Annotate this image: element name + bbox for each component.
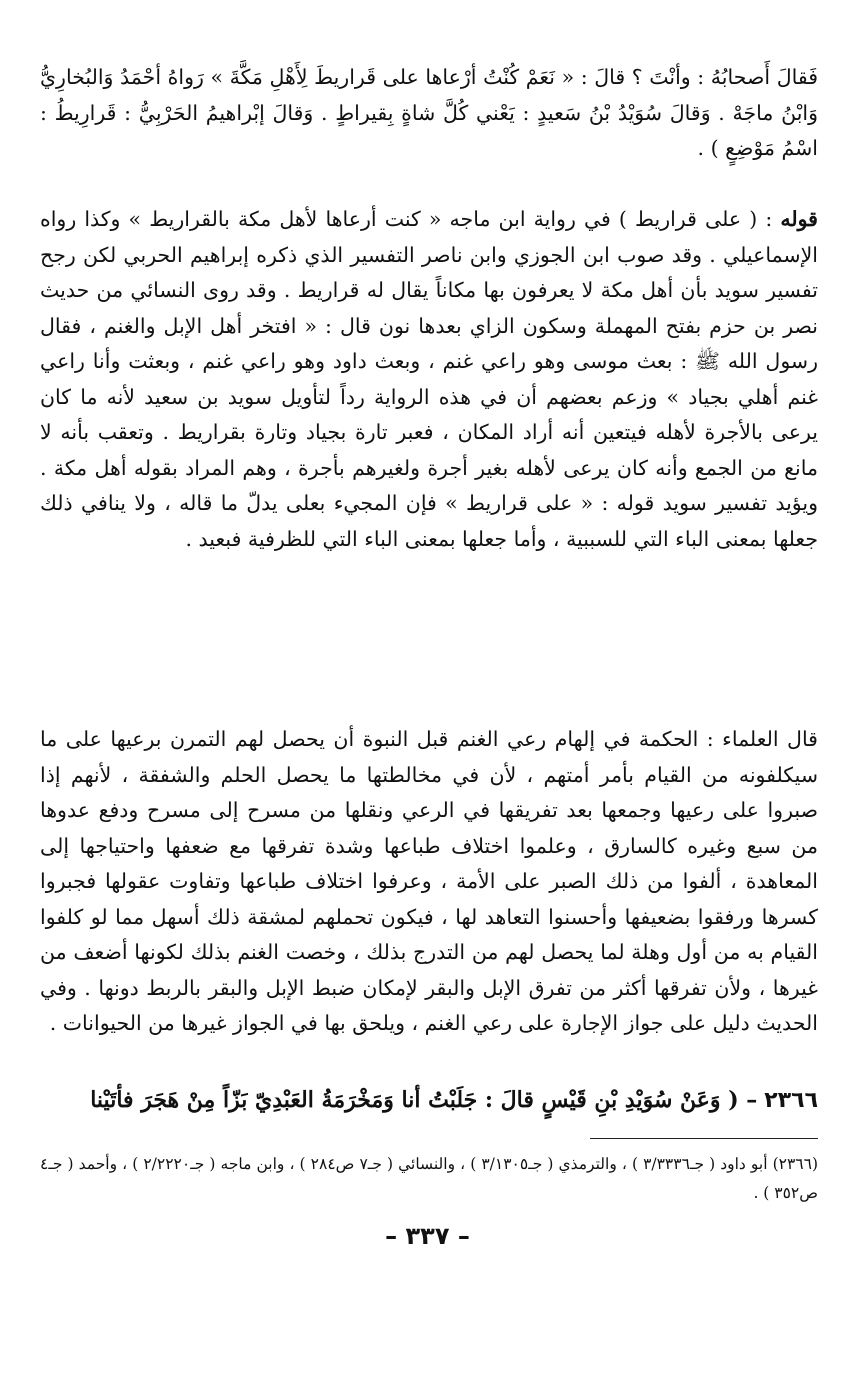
footnote xyxy=(40,1150,818,1208)
footnote-divider xyxy=(590,1138,818,1139)
scholars-text: قال العلماء : الحكمة في إلهام رعي الغنم قبل النبوة أن يحصل لهم التمرن برعيها على ما سيكلفونه من القيام بأمر أمتهم ، لأن في مخالطتها ما يحصل الحلم والشفقة ، لأنهم إذا صبروا على رعيها وجمعها بعد تفريقها في الرعي ونقلها من مسرح إلى مسرح ودفع عدوها من سبع وغيره كالسارق ، وعلموا اختلاف طباعها وشدة تفرقها مع ضعفها واحتياجها إلى المعاهدة ، ألفوا من ذلك الصبر على الأمة ، وعرفوا اختلاف طباعها وتفاوت عقولها فجبروا كسرها ورفقوا بضعيفها وأحسنوا التعاهد لها ، فيكون تحملهم لمشقة ذلك أسهل مما لو كلفوا القيام به من أول وهلة لما يحصل لهم من التدرج بذلك ، وخصت الغنم بذلك لكونها أضعف من غيرها ، ولأن تفرقها أكثر من تفرق الإبل والبقر لإمكان ضبط الإبل والبقر بالربط دونها . وفي الحديث دليل على جواز الإجارة على رعي الغنم ، ويلحق بها في الجواز غيرها من الحيوانات . xyxy=(40,727,818,1035)
commentary-paragraph xyxy=(40,202,818,722)
hadith-text-paragraph xyxy=(40,60,818,202)
footnote-text: (٢٣٦٦) أبو داود ( جـ٣/٣٣٣٦ ) ، والترمذي ( جـ٣/١٣٠٥ ) ، والنسائي ( جـ٧ ص٢٨٤ ) ، وابن ماجه ( جـ٢/٢٢٢٠ ) ، وأحمد ( جـ٤ ص٣٥٢ ) . xyxy=(40,1155,819,1202)
hadith-text: فَقالَ أَصحابُهُ : وأنْتَ ؟ قالَ : « نَعَمْ كُنْتُ أرْعاها على قَراريطَ لِأَهْلِ مَكَّةَ » رَواهُ أحْمَدُ وَالبُخارِيُّ وَابْنُ ماجَهْ . وَقالَ سُوَيْدُ بْنُ سَعيدٍ : يَعْني كُلَّ شاةٍ بِقيراطٍ . وَقالَ إبْراهيمُ الحَرْبِيُّ : قَرارِيطُ : اسْمُ مَوْضِعٍ ) . xyxy=(40,65,818,160)
page-body xyxy=(40,60,818,1132)
page-number: – ٣٣٧ – xyxy=(385,1222,470,1250)
next-hadith-text: – ( وَعَنْ سُوَيْدِ بْنِ قَيْسٍ قالَ : جَلَبْتُ أنا وَمَخْرَمَةُ العَبْدِيّ بَزّاً مِنْ هَجَرَ فأتَيْنا xyxy=(90,1087,758,1113)
hadith-number: ٢٣٦٦ xyxy=(764,1088,818,1113)
scholars-paragraph xyxy=(40,722,818,1080)
next-hadith-paragraph xyxy=(40,1080,818,1132)
commentary-text: : ( على قراريط ) في رواية ابن ماجه « كنت أرعاها لأهل مكة بالقراريط » وكذا رواه الإسماعيلي . وقد صوب ابن الجوزي وابن ناصر التفسير الذي ذكره إبراهيم الحربي لكن رجح تفسير سويد بأن أهل مكة لا يعرفون بها مكاناً يقال له قراريط . وقد روى النسائي من حديث نصر بن حزم بفتح المهملة وسكون الزاي بعدها نون قال : « افتخر أهل الإبل والغنم ، فقال رسول الله ﷺ : بعث موسى وهو راعي غنم ، وبعث داود وهو راعي غنم ، وبعثت وأنا راعي غنم أهلي بجياد » وزعم بعضهم أن في هذه الرواية رداً لتأويل سويد بن سعيد لأنه ما كان يرعى بالأجرة لأهله فيتعين أنه أراد المكان ، فعبر تارة بجياد وتارة بقراريط . وتعقب بأنه لا مانع من الجمع وأنه كان يرعى لأهله بغير أجرة ولغيرهم بأجرة ، وهم المراد بقوله أهل مكة . ويؤيد تفسير سويد قوله : « على قراريط » فإن المجيء بعلى يدلّ ما قاله ، ولا ينافي ذلك جعلها بمعنى الباء التي للسببية ، وأما جعلها بمعنى الباء التي للظرفية فبعيد . xyxy=(40,207,818,551)
commentary-lead: قوله xyxy=(780,207,818,231)
